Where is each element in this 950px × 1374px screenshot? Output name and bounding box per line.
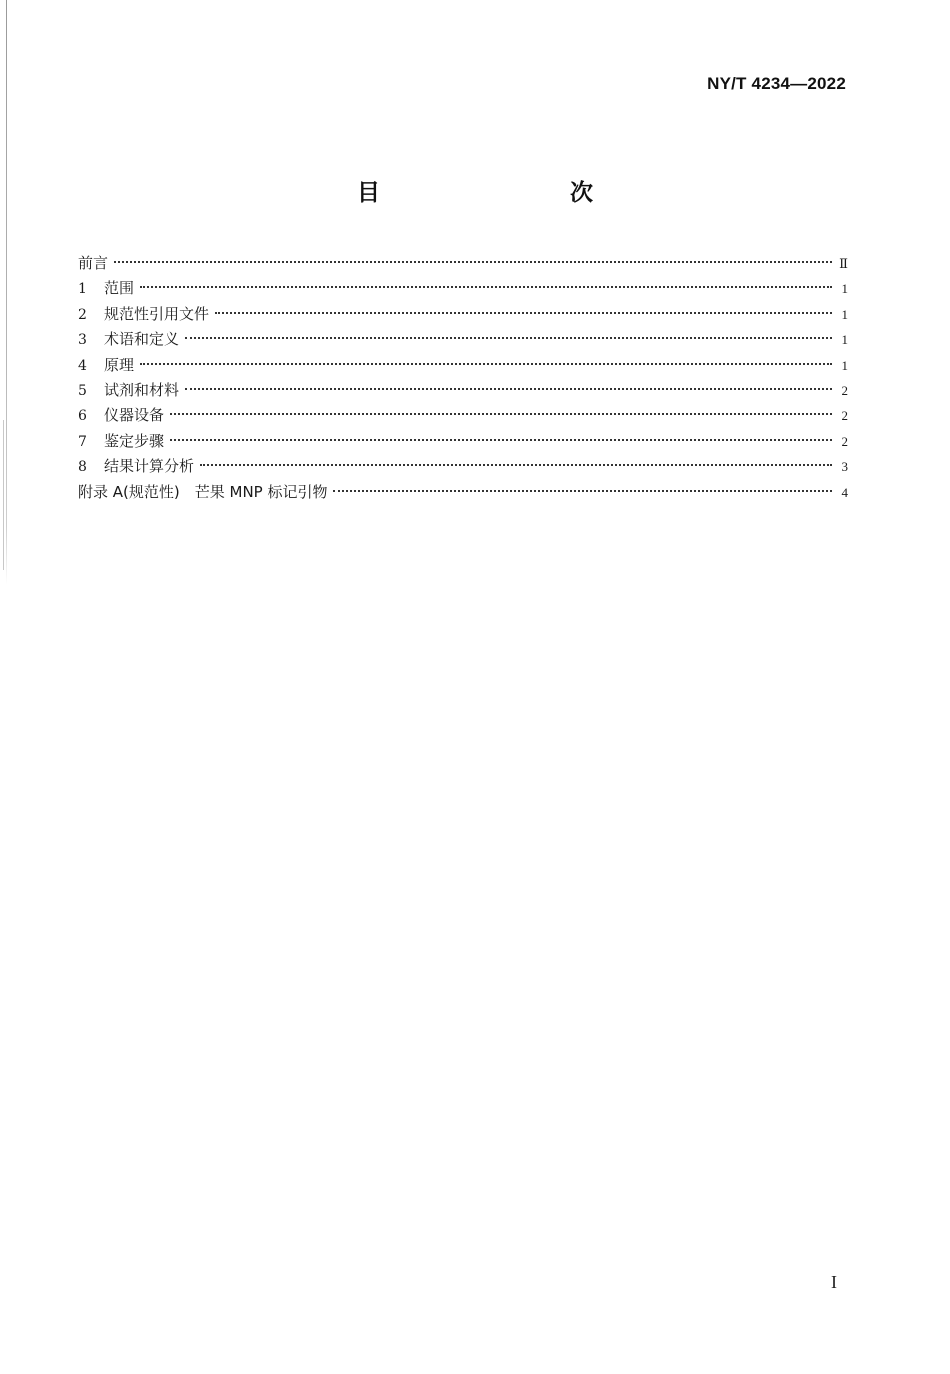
toc-entry-text: 规范性引用文件 [104, 304, 210, 323]
toc-entry-normative-references[interactable] [78, 302, 848, 327]
toc-entry-text: 试剂和材料 [104, 380, 180, 399]
toc-entry-text: 原理 [104, 355, 135, 374]
page-number: I [831, 1272, 837, 1292]
toc-entry-number: 5 [78, 382, 87, 399]
toc-entry-page: Ⅱ [839, 256, 848, 271]
toc-entry-scope[interactable] [78, 276, 848, 301]
toc-entry-page: 1 [841, 357, 848, 373]
toc-entry-reagents-materials[interactable] [78, 378, 848, 403]
toc-entry-number: 1 [78, 281, 87, 298]
toc-entry-appendix-a[interactable] [78, 480, 848, 505]
scan-edge-line-secondary [3, 420, 4, 570]
toc-entry-result-analysis[interactable] [78, 454, 848, 479]
toc-entry-page: 4 [841, 484, 848, 500]
toc-entry-page: 3 [841, 459, 848, 475]
toc-entry-instruments[interactable] [78, 403, 848, 428]
dot-leader [333, 490, 832, 492]
dot-leader [170, 439, 832, 441]
dot-leader [185, 337, 832, 339]
toc-entry-page: 2 [841, 433, 848, 449]
toc-entry-text: 范围 [104, 279, 135, 298]
scan-edge-line [6, 0, 7, 585]
toc-entry-foreword[interactable] [78, 251, 848, 276]
toc-entry-identification-steps[interactable] [78, 429, 848, 454]
dot-leader [215, 312, 832, 314]
toc-entry-text: 结果计算分析 [104, 457, 195, 476]
toc-entry-number: 3 [78, 332, 87, 349]
toc-entry-text: 附录 A(规范性) 芒果 MNP 标记引物 [78, 482, 328, 501]
dot-leader [200, 464, 832, 466]
dot-leader [114, 261, 832, 263]
toc-entry-text: 仪器设备 [104, 406, 165, 425]
toc-entry-number: 4 [78, 357, 87, 374]
toc-entry-text: 鉴定步骤 [104, 431, 165, 450]
toc-entry-page: 2 [841, 408, 848, 424]
dot-leader [140, 286, 832, 288]
dot-leader [170, 413, 832, 415]
toc-entry-number: 8 [78, 459, 87, 476]
dot-leader [140, 363, 832, 365]
toc-entry-number: 2 [78, 306, 87, 323]
toc-entry-number: 7 [78, 433, 87, 450]
page-title: 目 次 [357, 180, 641, 206]
table-of-contents [78, 251, 848, 505]
toc-entry-page: 1 [841, 281, 848, 297]
toc-entry-page: 1 [841, 332, 848, 348]
toc-entry-text: 前言 [78, 254, 109, 272]
standard-code: NY/T 4234—2022 [707, 74, 846, 93]
toc-entry-page: 1 [841, 306, 848, 322]
dot-leader [185, 388, 832, 390]
toc-entry-number: 6 [78, 408, 87, 425]
toc-entry-text: 术语和定义 [104, 330, 180, 349]
toc-entry-page: 2 [841, 382, 848, 398]
toc-entry-principle[interactable] [78, 353, 848, 378]
toc-entry-terms-definitions[interactable] [78, 327, 848, 352]
